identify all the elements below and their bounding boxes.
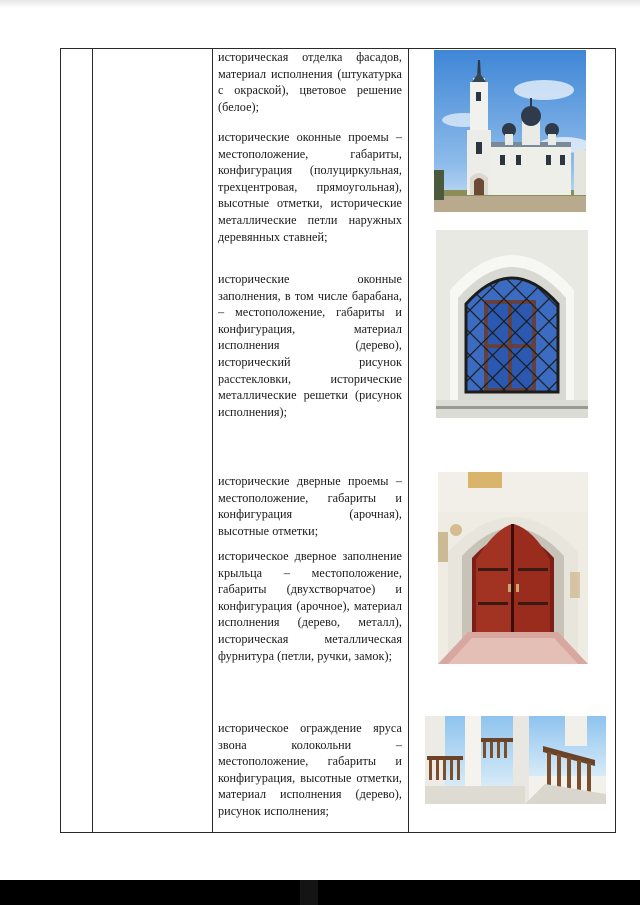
table-col-border-3 [212, 48, 213, 833]
table-col-border-1 [60, 48, 61, 833]
scan-top-edge [0, 0, 640, 8]
table-col-border-4 [408, 48, 409, 833]
photo-window-grille [436, 230, 588, 418]
table-bottom-border [60, 832, 616, 833]
paragraph-window-openings: исторические оконные проемы – местоположение, габариты, конфигурация (полуциркульная, трехцентровая, прямоугольная), высотные отметки, исторические металлические петли наружных деревянных ставней; [218, 130, 402, 244]
paragraph-door-filling: историческое дверное заполнение крыльца – местоположение, габариты (двухстворчатое) и конфигурация (арочное), материал исполнения (дерево, металл), историческая металлическая фурнитура (петли, ручки, замок); [218, 549, 402, 663]
scan-bottom-edge [0, 880, 640, 905]
photo-arched-door [438, 472, 588, 664]
paragraph-facade-finish: историческая отделка фасадов, материал исполнения (штукатурка с окраской), цветовое решение (белое); [218, 50, 402, 114]
photo-church-exterior [434, 50, 586, 212]
photo-bell-tier-railing [425, 716, 606, 804]
paragraph-window-fillings: исторические оконные заполнения, в том числе барабана, – местоположение, габариты и конфигурация, материал исполнения (дерево), исторический рисунок расстекловки, исторические металлические решетки (рисунок исполнения); [218, 272, 402, 419]
paragraph-bell-tier-railing: историческое ограждение яруса звона колокольни – местоположение, габариты и конфигурация, высотные отметки, материал исполнения (дерево), рисунок исполнения; [218, 721, 402, 818]
table-col-border-5 [615, 48, 616, 833]
paragraph-door-openings: исторические дверные проемы – местоположение, габариты и конфигурация (арочная), высотные отметки; [218, 474, 402, 538]
table-col-border-2 [92, 48, 93, 833]
